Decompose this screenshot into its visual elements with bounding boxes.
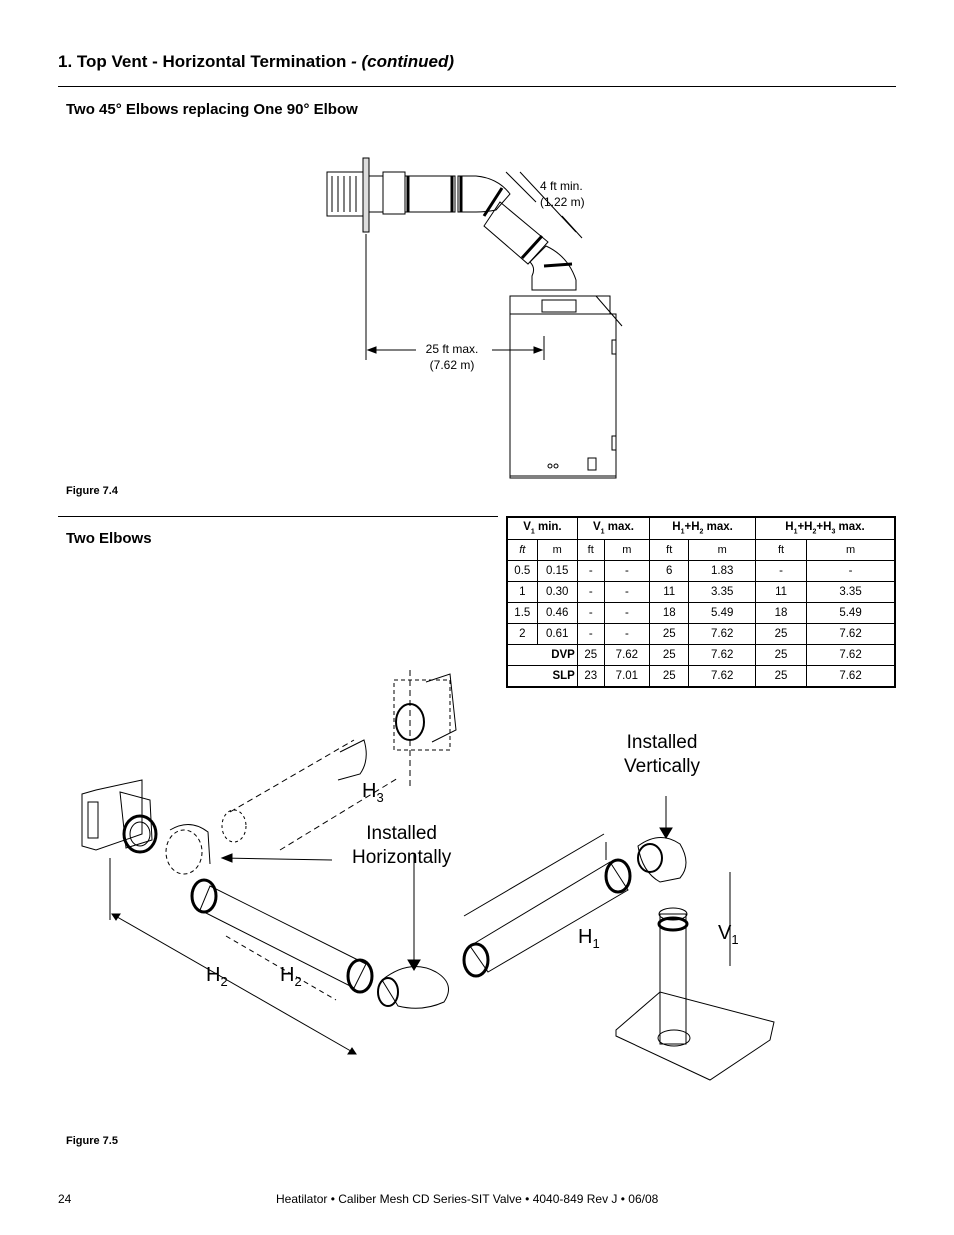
footer-doc-info: Heatilator • Caliber Mesh CD Series-SIT Valve • 4040-849 Rev J • 06/08 — [276, 1192, 659, 1206]
label-h2-right: $H_2$ — [280, 964, 302, 989]
table-row: 0.5 0.15 - - 6 1.83 - - — [507, 561, 895, 582]
table-row-dvp: DVP 25 7.62 25 7.62 25 7.62 — [507, 645, 895, 666]
section-heading — [58, 52, 454, 72]
section-heading-continued: - (continued) — [351, 52, 455, 71]
dim-4ft-min: 4 ft min. (1.22 m) — [540, 179, 585, 209]
dim-25ft-max: 25 ft max. (7.62 m) — [425, 342, 479, 372]
label-v1: $V_1$ — [718, 922, 739, 947]
figure-7-5-title: Two Elbows — [66, 530, 152, 547]
figure-7-4-title: Two 45° Elbows replacing One 90° Elbow — [66, 101, 358, 118]
heading-rule — [58, 86, 896, 87]
col-v1-min: $V_1$ min. — [507, 517, 577, 540]
label-installed-horizontally: Installed Horizontally — [352, 823, 452, 868]
figure-7-5-label: Figure 7.5 — [66, 1135, 118, 1147]
col-h1-h2-h3-max: $H_1+H_2+H_3$ max. — [756, 517, 895, 540]
col-h1-h2-max: $H_1+H_2$ max. — [650, 517, 756, 540]
table-row: 1.5 0.46 - - 18 5.49 18 5.49 — [507, 603, 895, 624]
table-row: 1 0.30 - - 11 3.35 11 3.35 — [507, 582, 895, 603]
label-h1: $H_1$ — [578, 926, 600, 951]
figure-7-4-diagram — [300, 150, 640, 490]
table-row: 2 0.61 - - 25 7.62 25 7.62 — [507, 624, 895, 645]
label-installed-vertically: Installed Vertically — [624, 732, 701, 777]
table-header-row — [507, 517, 895, 540]
label-h2-left: $H_2$ — [206, 964, 228, 989]
col-v1-max: $V_1$ max. — [577, 517, 649, 540]
label-h3: $H_3$ — [362, 780, 384, 805]
table-units-row: ft m ft m ft m ft m — [507, 540, 895, 561]
table-row-slp: SLP 23 7.01 25 7.62 25 7.62 — [507, 666, 895, 688]
section-heading-main: 1. Top Vent - Horizontal Termination — [58, 52, 347, 71]
page-number: 24 — [58, 1192, 72, 1206]
figure-7-5-diagram — [70, 650, 800, 1090]
section-rule — [58, 516, 498, 517]
figure-7-4-label: Figure 7.4 — [66, 485, 118, 497]
